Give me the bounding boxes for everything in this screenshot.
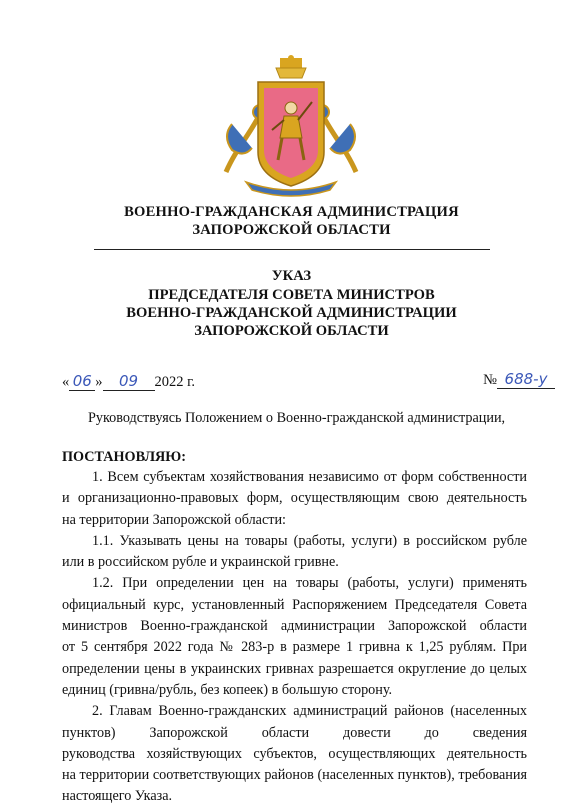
body-line: и организационно-правовых форм, осуществляющим свою деятельность: [62, 490, 527, 507]
org-name-line1: ВОЕННО-ГРАЖДАНСКАЯ АДМИНИСТРАЦИЯ: [124, 204, 459, 220]
body-line: 1.2. При определении цен на товары (работы, услуги) применять: [92, 575, 527, 592]
org-name-line2: ЗАПОРОЖСКОЙ ОБЛАСТИ: [192, 222, 391, 238]
title-line4: ЗАПОРОЖСКОЙ ОБЛАСТИ: [194, 323, 389, 339]
decree-word: ПОСТАНОВЛЯЮ:: [62, 449, 187, 465]
body-line: настоящего Указа.: [62, 788, 173, 805]
body-line: от 5 сентября 2022 года № 283-р в размере 1 гривна к 1,25 рублям. При: [62, 639, 527, 656]
title-line3: ВОЕННО-ГРАЖДАНСКОЙ АДМИНИСТРАЦИИ: [126, 305, 457, 321]
title-line2: ПРЕДСЕДАТЕЛЯ СОВЕТА МИНИСТРОВ: [148, 287, 435, 303]
date-month: 09: [103, 372, 155, 391]
body-line: 2. Главам Военно-гражданских администраций районов (населенных: [92, 703, 527, 720]
header-divider: [94, 249, 490, 250]
number-prefix: №: [483, 372, 497, 388]
date-open-quote: «: [62, 374, 70, 390]
decree-date: [62, 372, 195, 391]
body-line: единиц (гривна/рубль, без копеек) в большую сторону.: [62, 681, 393, 698]
date-day: 06: [69, 372, 95, 391]
body-line: определении цены в украинских гривнах разрешается округление до целых: [62, 660, 527, 677]
date-close-quote: »: [95, 374, 103, 390]
body-line: пунктов) Запорожской области довести до сведения: [62, 724, 527, 741]
body-line: 1. Всем субъектам хозяйствования независимо от форм собственности: [92, 469, 527, 485]
body-line: руководства хозяйствующих субъектов, осуществляющих деятельность: [62, 745, 527, 762]
body-line: 1.1. Указывать цены на товары (работы, услуги) в российском рубле: [92, 532, 527, 549]
decree-number: [483, 370, 555, 389]
preamble-text: Руководствуясь Положением о Военно-гражданской администрации,: [88, 410, 506, 426]
body-line: или в российском рубле и украинской гривне.: [62, 554, 339, 571]
date-year: 2022 г.: [154, 374, 196, 390]
number-value: 688-у: [497, 370, 555, 389]
body-line: официальный курс, установленный Распоряжением Председателя Совета: [62, 596, 527, 613]
body-text: [62, 467, 527, 808]
coat-of-arms-emblem: [216, 54, 366, 200]
body-line: министров Военно-гражданской администрации Запорожской области: [62, 618, 527, 635]
title-line1: УКАЗ: [271, 268, 312, 284]
body-line: на территории соответствующих районов (населенных пунктов), требования: [62, 767, 527, 784]
body-line: на территории Запорожской области:: [62, 511, 286, 528]
